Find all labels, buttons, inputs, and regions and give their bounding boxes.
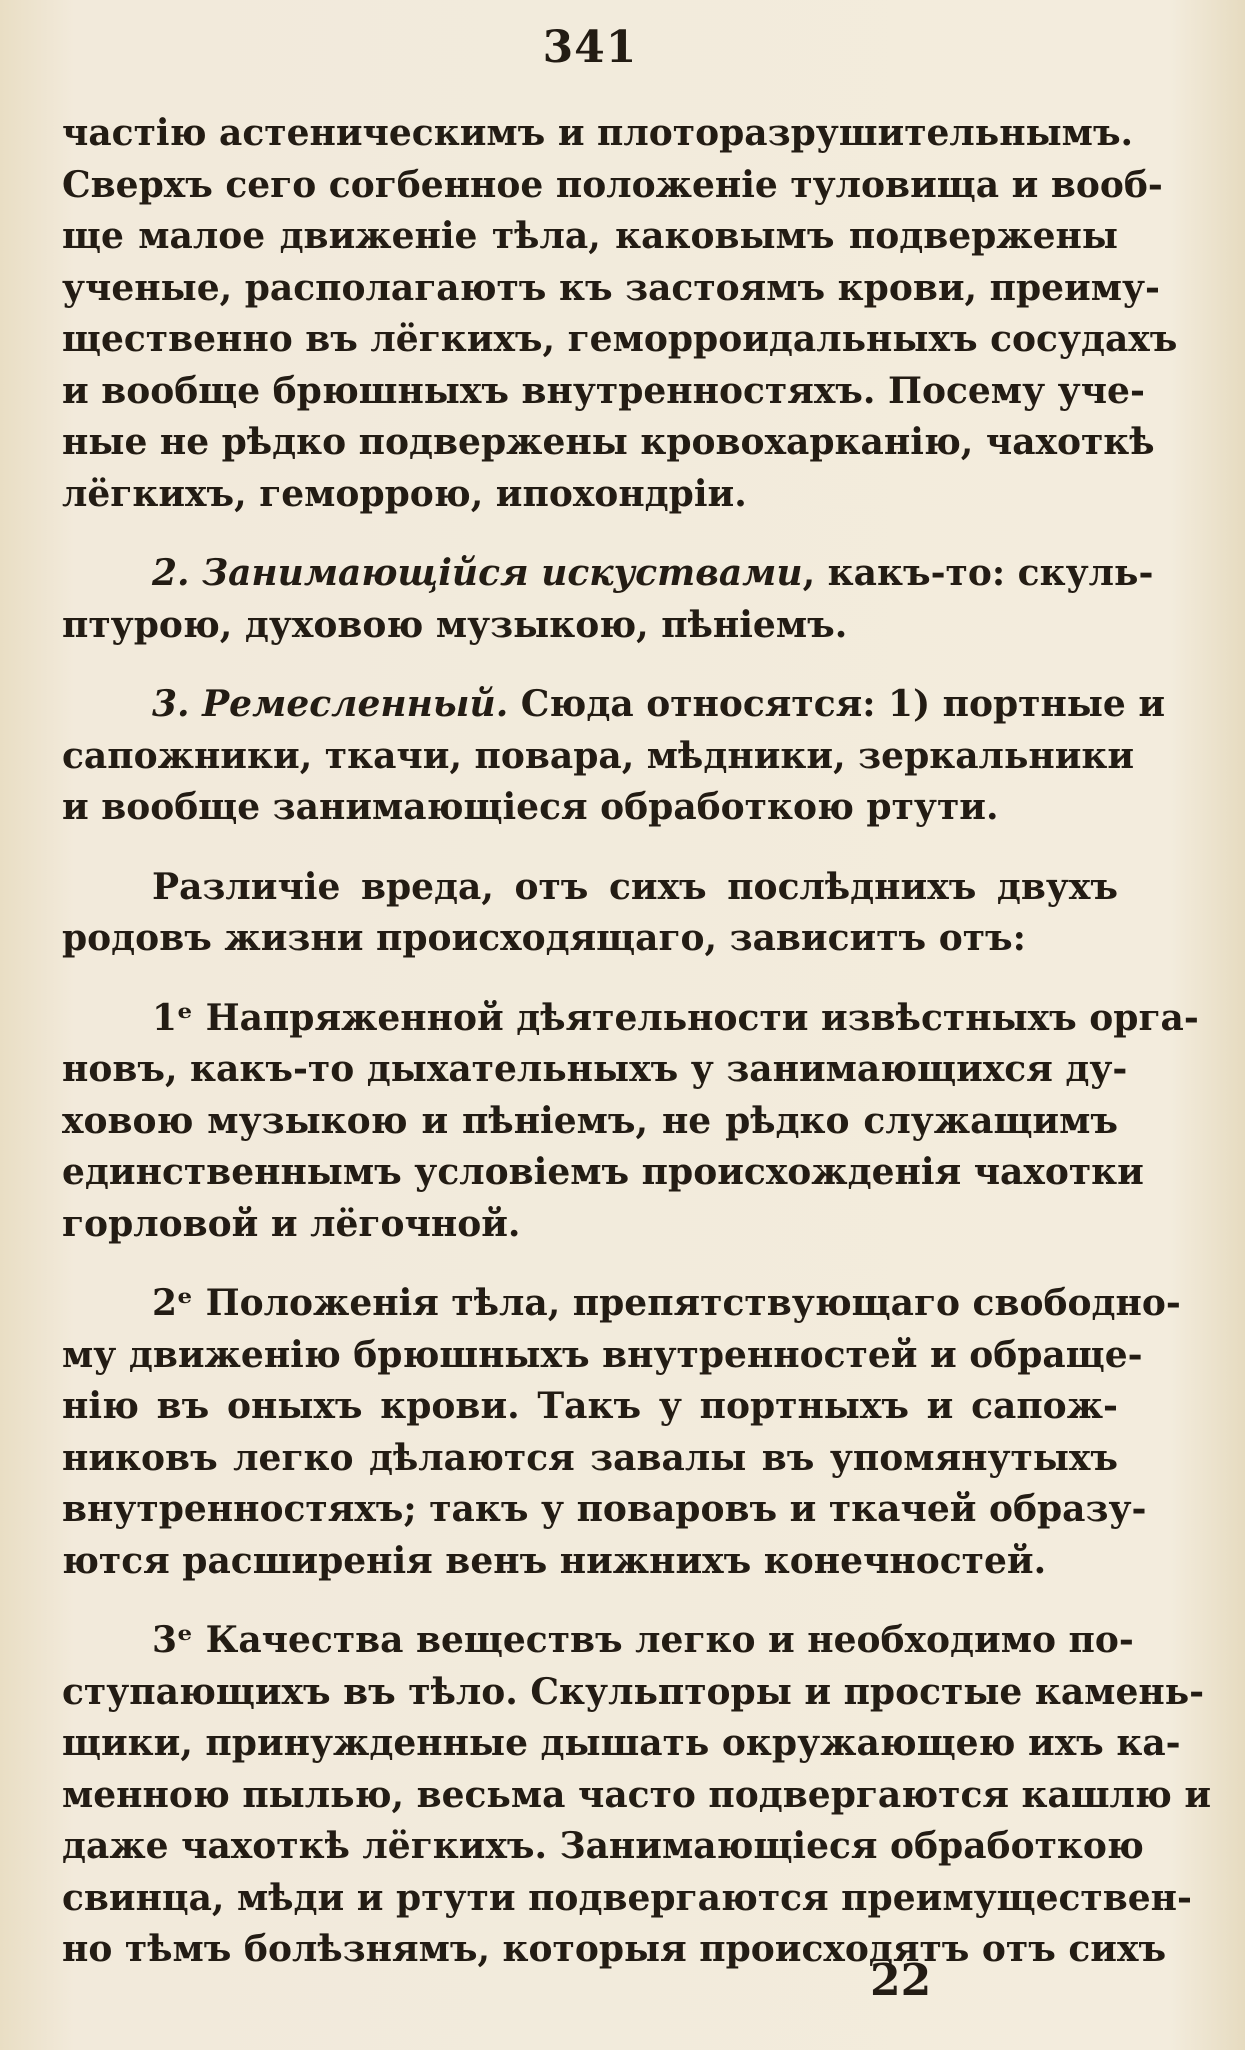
text-line: и вообще брюшныхъ внутренностяхъ. Посему уче- [62,369,1145,412]
text-line: свинца, мѣди и ртути подвергаются преимуществен- [62,1876,1192,1919]
text-line: внутренностяхъ; такъ у поваровъ и ткачей образу- [62,1488,1147,1530]
text-line: нію въ оныхъ крови. Такъ у портныхъ и сапож- [62,1385,1118,1427]
text-line: сапожники, ткачи, повара, мѣдники, зеркальники [62,734,1135,777]
text-line: но тѣмъ болѣзнямъ, которыя происходятъ отъ сихъ [62,1928,1167,1970]
text-line: частію астеническимъ и плоторазрушительнымъ. [62,112,1134,154]
text-line: никовъ легко дѣлаются завалы въ упомянутыхъ [62,1436,1118,1479]
text-line: даже чахоткѣ лёгкихъ. Занимающіеся обработкою [62,1825,1144,1867]
text-line: щики, принужденные дышать окружающею ихъ ка- [62,1722,1181,1764]
text-line: лёгкихъ, геморрою, ипохондріи. [62,472,747,515]
text-line: щественно въ лёгкихъ, геморроидальныхъ сосудахъ [62,318,1178,360]
text-line: единственнымъ условіемъ происхожденія чахотки [62,1151,1144,1193]
page-number: 341 [542,22,638,73]
text-line: Различіе вреда, отъ сихъ послѣднихъ двухъ [152,865,1118,908]
text-line: ще малое движеніе тѣла, каковымъ подвержены [62,215,1118,257]
text-line: 3ᵉ Качества веществъ легко и необходимо по- [152,1619,1134,1661]
text-line: родовъ жизни происходящаго, зависитъ отъ: [62,917,1026,959]
text-line: птурою, духовою музыкою, пѣніемъ. [62,603,848,646]
body-text [62,108,1212,1976]
text-line: ются расширенія венъ нижнихъ конечностей. [62,1539,1047,1582]
text-line: новъ, какъ-то дыхательныхъ у занимающихся ду- [62,1048,1128,1090]
text-line [62,679,1166,731]
text-line: горловой и лёгочной. [62,1202,521,1245]
text-line: менною пылью, весьма часто подвергаются кашлю и [62,1773,1212,1816]
text-line: 2ᵉ Положенія тѣла, препятствующаго свободно- [152,1282,1181,1324]
text-line: ступающихъ въ тѣло. Скульпторы и простые камень- [62,1670,1205,1713]
text-line [62,548,1154,600]
text-line: ные не рѣдко подвержены кровохарканію, чахоткѣ [62,421,1155,463]
text-fragment: Сюда относятся: 1) портные и [508,683,1166,725]
text-fragment: , какъ-то: скуль- [802,552,1154,594]
signature-mark: 22 [870,1955,932,2006]
text-line: 1ᵉ Напряженной дѣятельности извѣстныхъ орга- [152,996,1199,1039]
text-line: му движенію брюшныхъ внутренностей и обраще- [62,1333,1143,1376]
text-line: Сверхъ сего согбенное положеніе туловища и вооб- [62,163,1163,206]
text-line: ховою музыкою и пѣніемъ, не рѣдко служащимъ [62,1099,1118,1142]
text-line: ученые, располагаютъ къ застоямъ крови, преиму- [62,266,1160,309]
section-heading: 2. Занимающійся искуствами [152,552,803,594]
text-line: и вообще занимающіеся обработкою ртути. [62,786,999,828]
section-heading: 3. Ремесленный. [152,683,509,725]
